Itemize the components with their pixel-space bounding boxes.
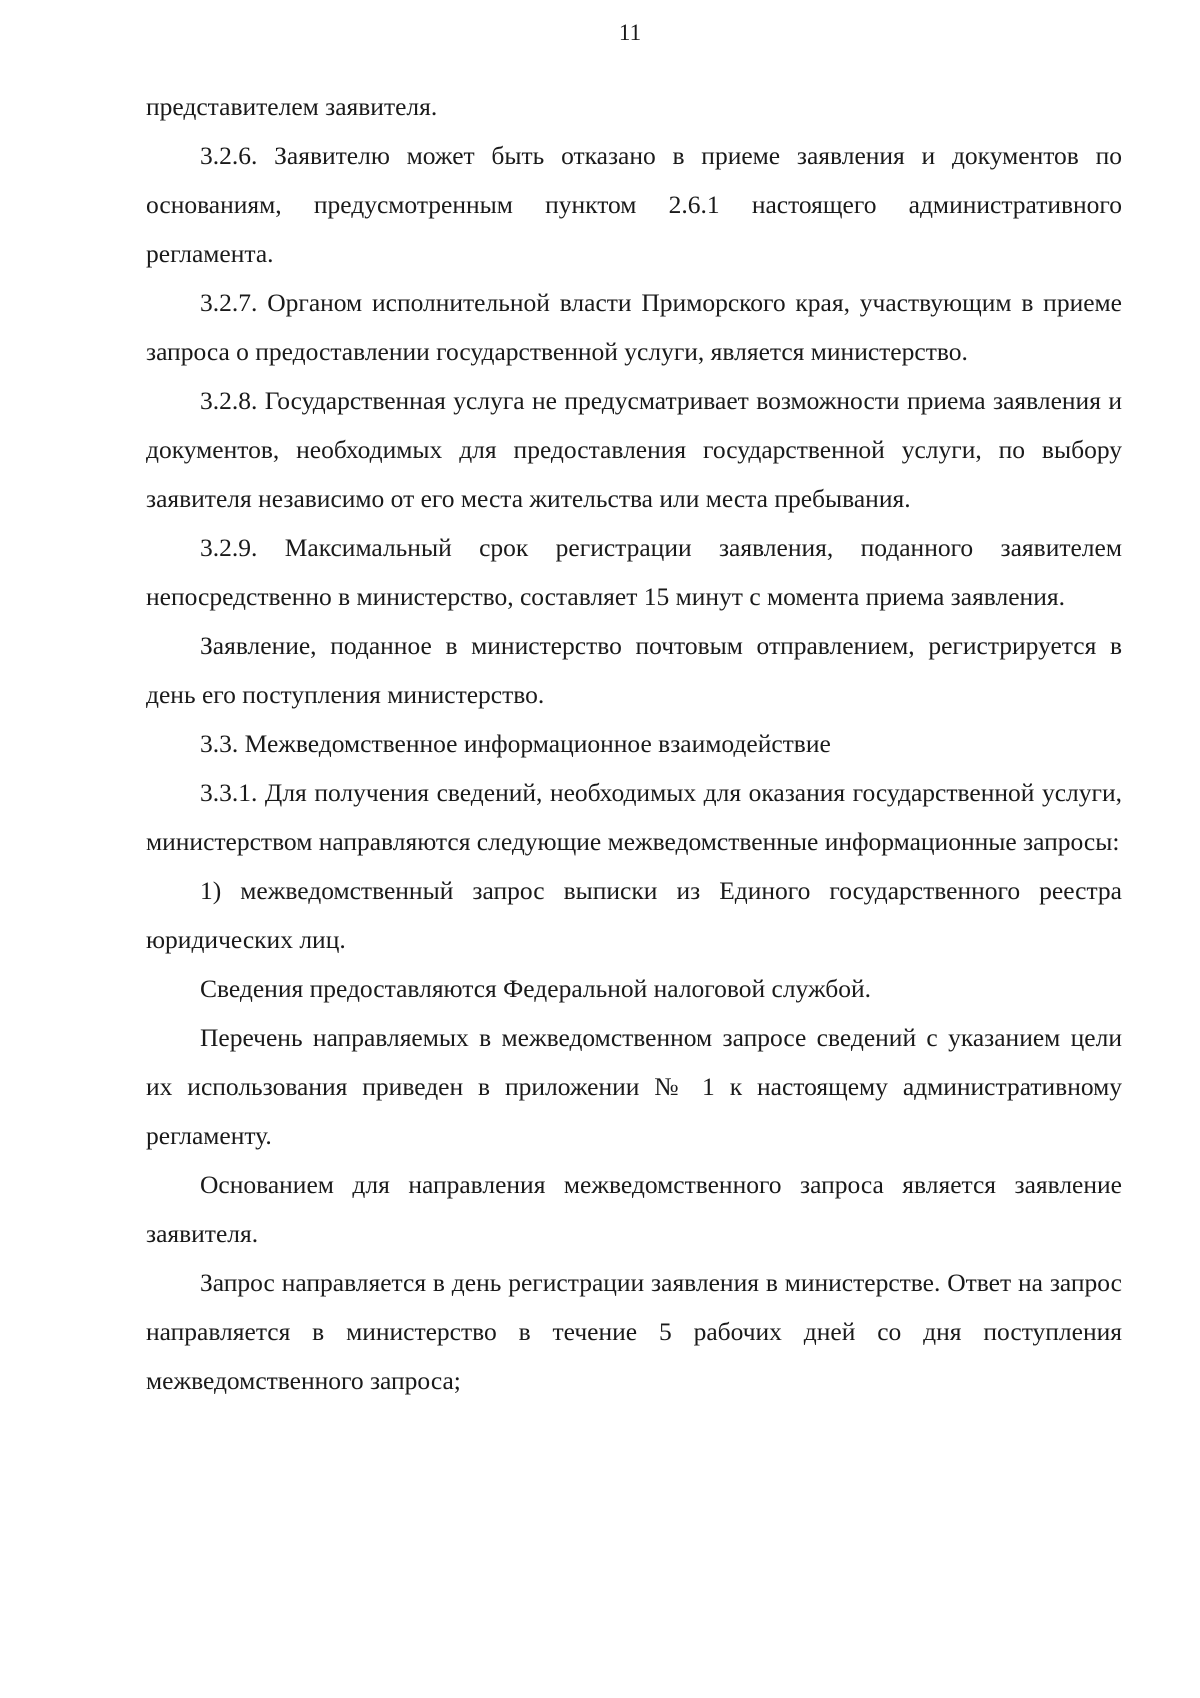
document-body bbox=[146, 82, 1122, 1405]
paragraph-continuation: представителем заявителя. bbox=[146, 92, 438, 121]
paragraph-postal-registration: Заявление, поданное в министерство почтовым отправлением, регистрируется в день его поступления министерство. bbox=[146, 631, 1122, 709]
paragraph-request-basis: Основанием для направления межведомственного запроса является заявление заявителя. bbox=[146, 1170, 1122, 1248]
paragraph-3-2-9: 3.2.9. Максимальный срок регистрации заявления, поданного заявителем непосредственно в министерство, составляет 15 минут с момента приема заявления. bbox=[146, 533, 1122, 611]
paragraph-3-2-8: 3.2.8. Государственная услуга не предусматривает возможности приема заявления и документов, необходимых для предоставления государственной услуги, по выбору заявителя независимо от его места жительства или места пребывания. bbox=[146, 386, 1122, 513]
section-heading-3-3: 3.3. Межведомственное информационное взаимодействие bbox=[200, 729, 831, 758]
paragraph-appendix-reference: Перечень направляемых в межведомственном запросе сведений с указанием цели их использования приведен в приложении № 1 к настоящему административному регламенту. bbox=[146, 1023, 1122, 1150]
paragraph-3-3-1: 3.3.1. Для получения сведений, необходимых для оказания государственной услуги, министерством направляются следующие межведомственные информационные запросы: bbox=[146, 778, 1122, 856]
paragraph-tax-service: Сведения предоставляются Федеральной налоговой службой. bbox=[200, 974, 871, 1003]
list-item-1: 1) межведомственный запрос выписки из Единого государственного реестра юридических лиц. bbox=[146, 876, 1122, 954]
paragraph-3-2-6: 3.2.6. Заявителю может быть отказано в приеме заявления и документов по основаниям, предусмотренным пунктом 2.6.1 настоящего административного регламента. bbox=[146, 141, 1122, 268]
page-number: 11 bbox=[618, 20, 642, 45]
paragraph-3-2-7: 3.2.7. Органом исполнительной власти Приморского края, участвующим в приеме запроса о предоставлении государственной услуги, является министерство. bbox=[146, 288, 1122, 366]
paragraph-request-timing: Запрос направляется в день регистрации заявления в министерстве. Ответ на запрос направляется в министерство в течение 5 рабочих дней со дня поступления межведомственного запроса; bbox=[146, 1268, 1122, 1395]
